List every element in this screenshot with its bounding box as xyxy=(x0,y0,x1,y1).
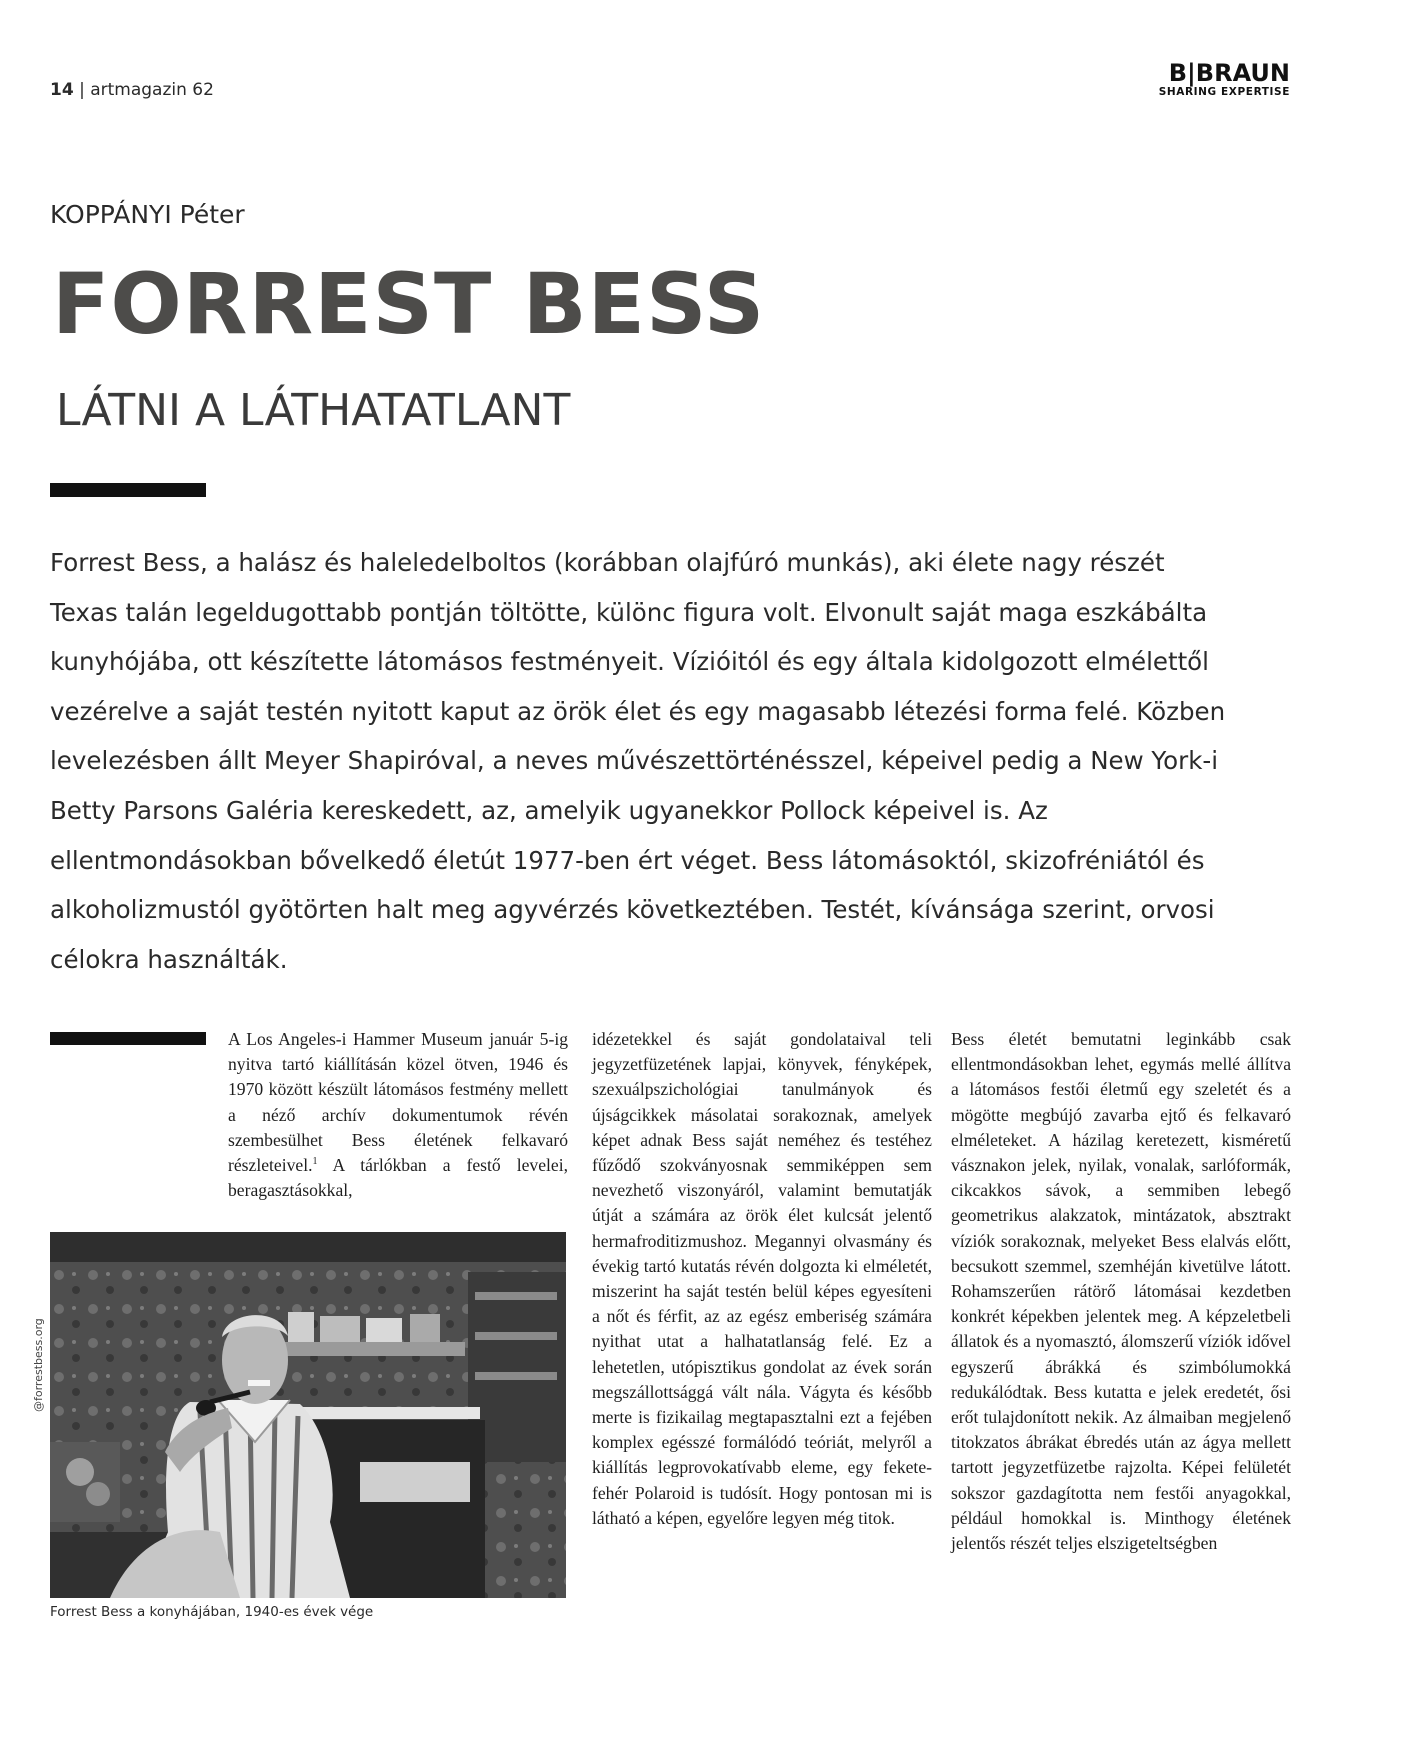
article-author: KOPPÁNYI Péter xyxy=(50,200,245,229)
photo-caption: Forrest Bess a konyhájában, 1940-es évek vége xyxy=(50,1604,374,1620)
article-subtitle: LÁTNI A LÁTHATATLANT xyxy=(56,385,571,436)
body-column-1 xyxy=(228,1027,568,1203)
body-column-1-text: A Los Angeles-i Hammer Museum január 5-ig nyitva tartó kiállításán közel ötven, 1946 és 1970 között készült látomásos festmény mellett a néző archív dokumentumok révén szembesülhet Bess életének felkavaró részleteivel. xyxy=(228,1029,568,1176)
folio-separator: | xyxy=(79,80,85,100)
body-column-3: Bess életét bemutatni leginkább csak ellentmondásokban lehet, egymás mellé állítva a látomásos festői életmű egy szeletét és a mögötte megbújó zavarba ejtő és felkavaró elméleteket. A házilag keretezett, kisméretű vásznakon jelek, nyilak, vonalak, sarlóformák, cikcakkos sávok, a semmiben lebegő geometrikus alakzatok, mintázatok, absztrakt víziók sorakoznak, melyeket Bess elalvás előtt, becsukott szemmel, szemhéján kivetülve látott. Rohamszerűen rátörő látomásai kezdetben konkrét képekben jelentek meg. A képzeletbeli állatok és a nyomasztó, álomszerű víziók idővel egyszerű ábrákká és szimbólumokká redukálódtak. Bess kutatta e jelek eredetét, ősi erőt tulajdonított nekik. Az álmaiban megjelenő titokzatos ábrákat ébredés után az ágya mellett tartott jegyzetfüzetbe rajzolta. Képei felületét sokszor gazdagította nem festői anyagokkal, például homokkal is. Minthogy életének jelentős részét teljes elszigeteltségben xyxy=(951,1029,1291,1554)
column-divider xyxy=(50,1032,206,1045)
photo-forrest-bess-kitchen xyxy=(50,1232,566,1598)
article-title: FORREST BESS xyxy=(52,255,766,353)
page-number: 14 xyxy=(50,80,74,100)
article-lead: Forrest Bess, a halász és haleledelboltos (korábban olajfúró munkás), aki élete nagy részét Texas talán legeldugottabb pontján töltötte, különc figura volt. Elvonult saját maga eszkábálta kunyhójába, ott készítette látomásos festményeit. Vízióitól és egy általa kidolgozott elmélettől vezérelve a saját testén nyitott kaput az örök élet és egy magasabb létezési forma felé. Közben levelezésben állt Meyer Shapiróval, a neves művészettörténésszel, képeivel pedig a New York-i Betty Parsons Galéria kereskedett, az, amelyik ugyanekkor Pollock képeivel is. Az ellentmondásokban bővelkedő életút 1977-ben ért véget. Bess látomásoktól, skizofréniától és alkoholizmustól gyötörten halt meg agyvérzés következtében. Testét, kívánsága szerint, orvosi célokra használták. xyxy=(50,548,1226,974)
body-column-2: idézetekkel és saját gondolataival teli jegyzetfüzetének lapjai, könyvek, fényképek, szexuálpszichológiai tanulmányok és újságcikkek másolatai sorakoznak, amelyek képet adnak Bess saját neméhez és testéhez fűződő szokványosnak semmiképpen sem nevezhető viszonyáról, valamint bemutatják útját a számára az örök élet kulcsát jelentő hermafroditizmushoz. Megannyi olvasmány és évekig tartó kutatás révén dolgozta ki elméletét, miszerint ha saját testén belül képes egyesíteni a nőt és férfit, az az egész emberiség számára nyithat utat a halhatatlanság felé. Ez a lehetetlen, utópisztikus gondolat az évek során megszállottsággá vált nála. Vágyta és később merte is fizikailag megtapasztalni ezt a fejében komplex egésszé formálódó teóriát, melyről a kiállítás legprovokatívabb eleme, egy fekete-fehér Polaroid is tudósít. Hogy pontosan mi is látható a képen, egyelőre legyen még titok. xyxy=(592,1029,932,1528)
logo-tagline: SHARING EXPERTISE xyxy=(1158,86,1290,98)
footnote-marker: 1 xyxy=(312,1156,318,1168)
title-divider xyxy=(50,483,206,497)
article-photo xyxy=(50,1232,566,1598)
braun-logo xyxy=(1110,60,1290,104)
body-column-1-text-cont: A tárlókban a festő levelei, beragasztásokkal, xyxy=(228,1155,568,1201)
folio xyxy=(50,80,214,100)
publication-name: artmagazin 62 xyxy=(90,80,214,100)
logo-brand: B|BRAUN xyxy=(1168,59,1290,87)
photo-credit: @forrestbess.org xyxy=(32,1318,45,1412)
